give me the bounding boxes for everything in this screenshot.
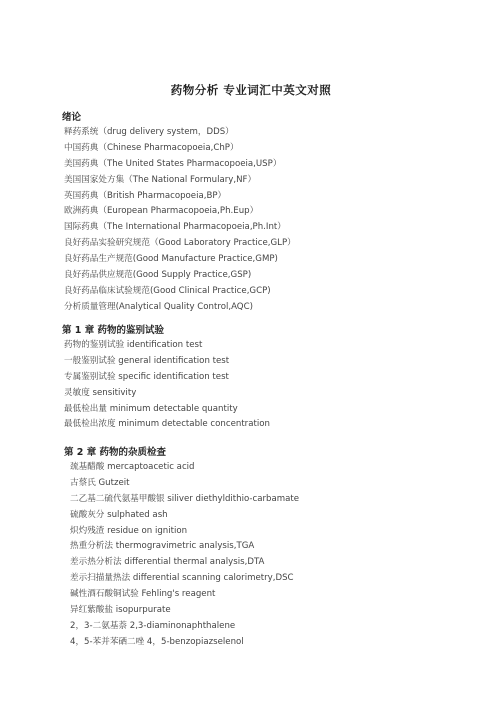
section-heading: 绪论	[62, 112, 82, 123]
term-item: 释药系统（drug delivery system，DDS）	[64, 127, 234, 137]
term-list	[70, 460, 299, 651]
term-item: 异红紫酸盐 isopurpurate	[70, 605, 171, 616]
term-item: 最低检出浓度 minimum detectable concentration	[64, 419, 270, 430]
term-item: 良好药品临床试验规范(Good Clinical Practice,GCP)	[64, 285, 271, 296]
term-item: 碱性酒石酸铜试验 Fehling's reagent	[70, 589, 216, 600]
term-item: 差示扫描量热法 differential scanning calorimetry,DSC	[70, 573, 294, 584]
document-title: 药物分析 专业词汇中英文对照	[170, 83, 332, 97]
term-item: 巯基醋酸 mercaptoacetic acid	[70, 462, 195, 472]
term-list	[64, 125, 296, 316]
term-item: 古蔡氏 Gutzeit	[70, 477, 130, 488]
term-item: 灵敏度 sensitivity	[64, 387, 137, 398]
term-item: 4，5-苯并苯硒二唑 4，5-benzopiazselenol	[70, 636, 244, 647]
term-item: 良好药品实验研究规范（Good Laboratory Practice,GLP）	[64, 238, 296, 249]
term-item: 欧洲药典（European Pharmacopoeia,Ph.Eup）	[64, 206, 259, 217]
term-item: 二乙基二硫代氨基甲酸银 siliver diethyldithio-carbamate	[70, 493, 300, 504]
term-item: 英国药典（British Pharmacopoeia,BP）	[64, 190, 227, 201]
term-item: 药物的鉴别试验 identification test	[64, 340, 203, 350]
term-item: 分析质量管理(Analytical Quality Control,AQC)	[64, 301, 253, 312]
term-item: 良好药品生产规范(Good Manufacture Practice,GMP)	[64, 254, 278, 265]
term-item: 中国药典（Chinese Pharmacopoeia,ChP）	[64, 142, 239, 153]
term-item: 国际药典（The International Pharmacopoeia,Ph.Int）	[64, 222, 286, 233]
term-item: 良好药品供应规范(Good Supply Practice,GSP)	[64, 270, 252, 281]
term-item: 硫酸灰分 sulphated ash	[70, 509, 168, 520]
term-item: 最低检出量 minimum detectable quantity	[64, 403, 238, 414]
term-item: 一般鉴别试验 general identification test	[64, 355, 230, 366]
term-item: 热重分析法 thermogravimetric analysis,TGA	[70, 541, 255, 552]
term-item: 专属鉴别试验 specific identification test	[64, 371, 229, 382]
section-heading: 第 1 章 药物的鉴别试验	[62, 325, 165, 336]
term-item: 美国药典（The United States Pharmacopoeia,USP）	[64, 158, 282, 169]
term-item: 2，3-二氨基萘 2,3-diaminonaphthalene	[70, 620, 236, 631]
section-heading: 第 2 章 药物的杂质检查	[64, 447, 167, 458]
term-item: 美国国家处方集（The National Formulary,NF）	[64, 174, 257, 185]
term-item: 差示热分析法 differential thermal analysis,DTA	[70, 557, 265, 568]
term-item: 炽灼残渣 residue on ignition	[70, 525, 188, 536]
term-list	[64, 338, 270, 433]
